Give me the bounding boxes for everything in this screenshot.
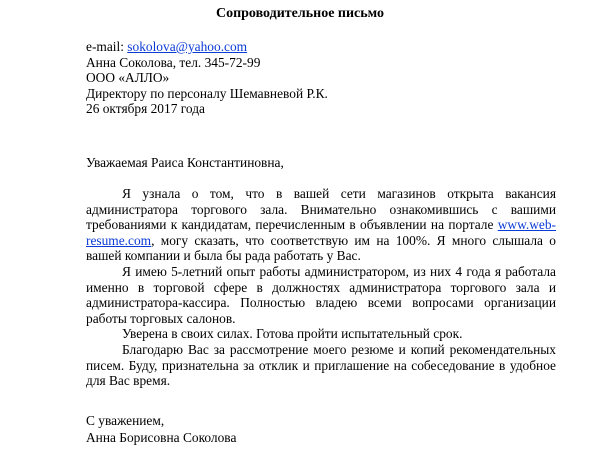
- letter-closing: [86, 412, 236, 446]
- company-line: ООО «АЛЛО»: [86, 70, 170, 85]
- regards-line: С уважением,: [86, 413, 165, 428]
- signature-name: Анна Борисовна Соколова: [86, 430, 237, 445]
- paragraph-1-text-end: , могу сказать, что соответствую им на 100%. Я много слышала о вашей компании и была бы рада работать у Вас.: [86, 232, 556, 264]
- paragraph-2: Я имею 5-летний опыт работы администратором, из них 4 года я работала именно в торговой сфере в должностях администратора торгового зала и администратора-кассира. Полностью владею всеми вопросами организации работы торговых салонов.: [86, 263, 556, 326]
- portal-link[interactable]: www.web-resume.com: [86, 217, 556, 248]
- letter-header: [86, 39, 328, 117]
- sender-line: Анна Соколова, тел. 345-72-99: [86, 54, 261, 70]
- salutation: Уважаемая Раиса Константиновна,: [86, 155, 284, 170]
- email-link[interactable]: sokolova@yahoo.com: [127, 39, 248, 54]
- paragraph-1-text-start: Я узнала о том, что в вашей сети магазинов открыта вакансия администратора торгового зала. Внимательно ознакомившись с вашими требованиями к кандидатам, перечисленным в объявлении на портале: [86, 186, 556, 233]
- letter-body: [86, 186, 556, 389]
- paragraph-3: Уверена в своих силах. Готова пройти испытательный срок.: [122, 326, 463, 342]
- paragraph-4: Благодарю Вас за рассмотрение моего резюме и копий рекомендательных писем. Буду, признательна за отклик и приглашение на собеседование в удобное для Вас время.: [86, 341, 556, 389]
- email-line: [86, 39, 328, 55]
- date-line: 26 октября 2017 года: [86, 101, 205, 116]
- document-title: Сопроводительное письмо: [215, 6, 385, 21]
- paragraph-1: [86, 186, 556, 264]
- email-label: e-mail:: [86, 39, 128, 54]
- recipient-line: Директору по персоналу Шемавневой Р.К.: [86, 85, 328, 101]
